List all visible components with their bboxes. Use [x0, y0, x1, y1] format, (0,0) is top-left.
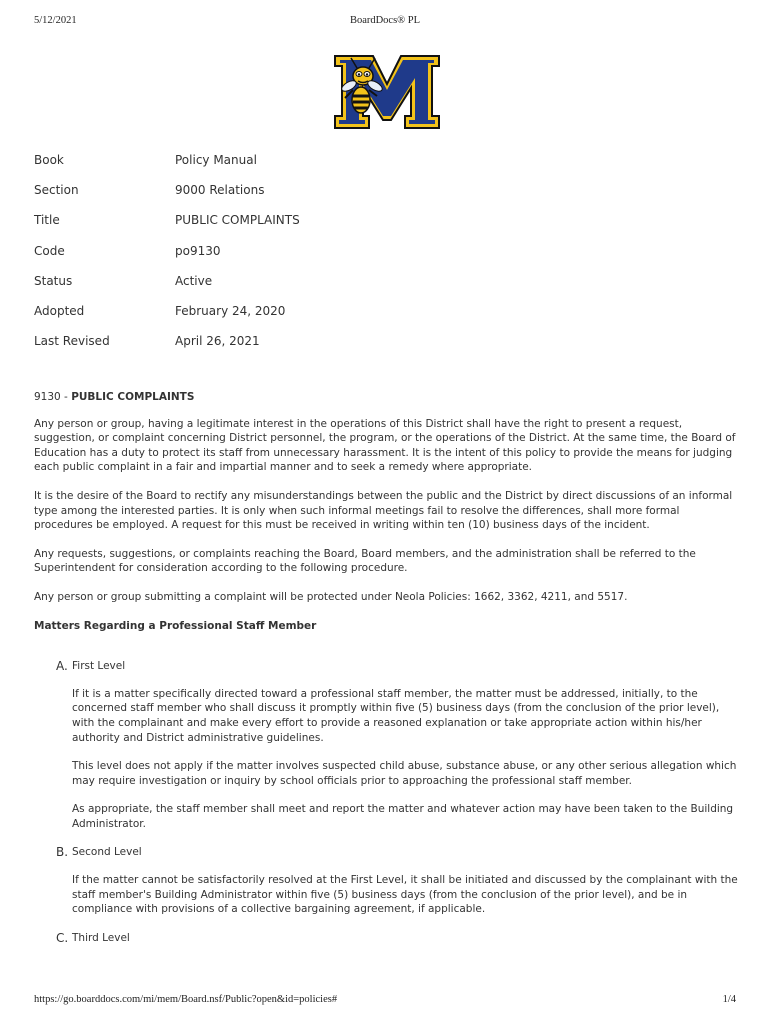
- level-letter: C.: [56, 930, 69, 945]
- meta-row-status: [34, 272, 734, 302]
- print-page-number: 1/4: [722, 994, 736, 1005]
- paragraph: Any person or group submitting a complaint will be protected under Neola Policies: 1662, 3362, 4211, and 5517.: [34, 590, 628, 603]
- level-heading: [34, 659, 738, 674]
- level-item: [34, 931, 738, 946]
- meta-row-code: [34, 242, 734, 272]
- print-date: 5/12/2021: [34, 15, 77, 26]
- meta-label: Section: [34, 183, 79, 198]
- print-url: https://go.boarddocs.com/mi/mem/Board.nsf/Public?open&id=policies#: [34, 994, 338, 1005]
- policy-heading: [34, 390, 738, 405]
- meta-row-book: [34, 151, 734, 181]
- meta-label: Last Revised: [34, 334, 110, 349]
- level-item: [34, 845, 738, 916]
- level-body: [34, 873, 738, 917]
- meta-row-last-revised: [34, 332, 734, 362]
- meta-value: Active: [175, 273, 213, 288]
- meta-label: Status: [34, 273, 73, 288]
- print-site-title: BoardDocs® PL: [349, 15, 421, 26]
- print-header: [34, 15, 736, 29]
- level-heading: [34, 931, 738, 946]
- paragraph: Any person or group, having a legitimate interest in the operations of this District shall have the right to present a request, suggestion, or complaint concerning District personnel, the program, or the operations of the District. At the same time, the Board of Education has a duty to protect its staff from unnecessary harassment. It is the intent of this policy to provide the means for judging each public complaint in a fair and impartial manner and to seek a remedy where appropriate.: [34, 417, 736, 474]
- level-body: [34, 687, 738, 832]
- meta-row-adopted: [34, 302, 734, 332]
- policy-metadata: [34, 151, 734, 362]
- meta-value: Policy Manual: [175, 153, 257, 167]
- paragraph: If the matter cannot be satisfactorily resolved at the First Level, it shall be initiated and discussed by the complainant with the staff member's Building Administrator within five (5) business days (from the conclusion of the prior level), and be in compliance with provisions of a collective bargaining agreement, if applicable.: [72, 874, 738, 916]
- paragraph: This level does not apply if the matter involves suspected child abuse, substance abuse, or any other serious allegation which may require investigation or inquiry by school officials prior to approaching the professional staff member.: [72, 760, 737, 787]
- meta-value: po9130: [175, 243, 221, 258]
- level-letter: B.: [56, 845, 69, 860]
- paragraph: It is the desire of the Board to rectify any misunderstandings between the public and the District by direct discussions of an informal type among the interested parties. It is only when such informal meetings fail to resolve the differences, shall more formal procedures be employed. A request for this must be received in writing within ten (10) business days of the incident.: [34, 489, 733, 532]
- paragraph: As appropriate, the staff member shall meet and report the matter and whatever action may have been taken to the Building Administrator.: [72, 803, 734, 830]
- level-heading: [34, 845, 738, 860]
- meta-value: February 24, 2020: [175, 303, 286, 318]
- policy-title: PUBLIC COMPLAINTS: [71, 391, 195, 403]
- section-subheading: Matters Regarding a Professional Staff Member: [34, 619, 317, 632]
- district-logo: [331, 50, 443, 134]
- meta-value: April 26, 2021: [175, 334, 260, 349]
- meta-row-section: [34, 181, 734, 211]
- meta-label: Book: [34, 153, 64, 167]
- paragraph: If it is a matter specifically directed toward a professional staff member, the matter must be addressed, initially, to the concerned staff member who shall discuss it promptly within five (5) business days (from the conclusion of the prior level), with the complainant and make every effort to provide a reasoned explanation or take appropriate action within his/her authority and District administrative guidelines.: [72, 687, 720, 744]
- policy-code-prefix: 9130 -: [34, 391, 72, 403]
- meta-value: 9000 Relations: [175, 183, 265, 198]
- level-item: [34, 659, 738, 831]
- level-title: First Level: [72, 660, 126, 673]
- meta-label: Title: [34, 213, 60, 228]
- hornet-m-logo-icon: [331, 50, 443, 134]
- level-title: Third Level: [72, 931, 130, 944]
- meta-row-title: [34, 211, 734, 241]
- meta-value: PUBLIC COMPLAINTS: [175, 213, 300, 228]
- level-title: Second Level: [72, 846, 142, 859]
- paragraph: Any requests, suggestions, or complaints reaching the Board, Board members, and the administration shall be referred to the Superintendent for consideration according to the following procedure.: [34, 547, 696, 575]
- meta-label: Code: [34, 243, 65, 258]
- meta-label: Adopted: [34, 303, 85, 318]
- print-footer: [34, 994, 736, 1008]
- policy-content: [34, 390, 738, 958]
- level-letter: A.: [56, 659, 68, 674]
